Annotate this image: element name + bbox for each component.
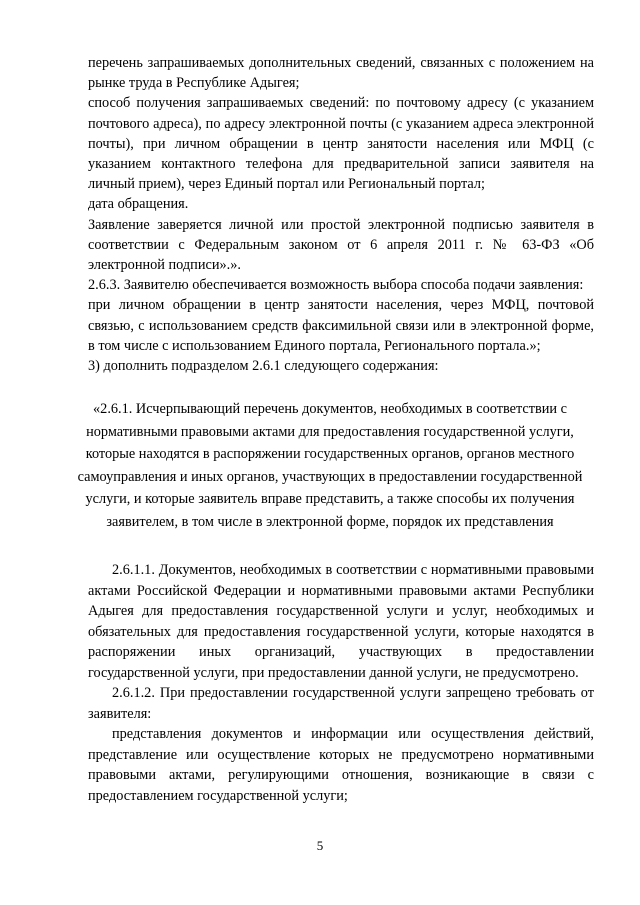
page-number: 5 [316, 838, 324, 853]
paragraph: 2.6.1.1. Документов, необходимых в соответствии с нормативными правовыми актами Российской Федерации и нормативными правовыми актами Республики Адыгея для предоставления государственной услуги и услуг, необходимых и обязательных для предоставления государственной услуги, которые находятся в распоряжении иных организаций, участвующих в предоставлении государственной услуги, при предоставлении данной услуги, не предусмотрено. [88, 562, 594, 681]
paragraph: Заявление заверяется личной или простой электронной подписью заявителя в соответствии с Федеральным законом от 6 апреля 2011 г. № 63-ФЗ «Об электронной подписи».». [88, 216, 594, 274]
paragraph: дата обращения. [88, 196, 189, 213]
paragraph: 2.6.3. Заявителю обеспечивается возможность выбора способа подачи заявления: [88, 277, 584, 294]
paragraph: представления документов и информации или осуществления действий, представление или осуществление которых не предусмотрено нормативными правовыми актами, регулирующими отношения, возникающие в связи с предоставлением государственной услуги; [88, 726, 594, 804]
paragraph: способ получения запрашиваемых сведений: по почтовому адресу (с указанием почтового адреса), по адресу электронной почты (с указанием адреса электронной почты), при личном обращении в центр занятости населения или МФЦ (с указанием контактного телефона для предварительной записи заявителя на личный прием), через Единый портал или Региональный портал; [88, 95, 594, 193]
paragraph: 2.6.1.2. При предоставлении государственной услуги запрещено требовать от заявителя: [88, 685, 594, 722]
paragraph: при личном обращении в центр занятости населения, через МФЦ, почтовой связью, с использованием средств факсимильной связи или в электронной форме, в том числе с использованием Единого портала, Регионального портала.»; [88, 297, 594, 354]
text-block-top [88, 53, 594, 376]
paragraph: перечень запрашиваемых дополнительных сведений, связанных с положением на рынке труда в Республике Адыгея; [88, 55, 594, 92]
text-block-bottom [88, 560, 594, 806]
paragraph: 3) дополнить подразделом 2.6.1 следующего содержания: [88, 358, 439, 375]
section-heading: «2.6.1. Исчерпывающий перечень документов, необходимых в соответствии с нормативными правовыми актами для предоставления государственной услуги, которые находятся в распоряжении государственных органов, органов местного самоуправления и иных органов, участвующих в предоставлении государственной услуги, и которые заявитель вправе представить, а также способы их получения заявителем, в том числе в электронной форме, порядок их представления [77, 401, 583, 530]
